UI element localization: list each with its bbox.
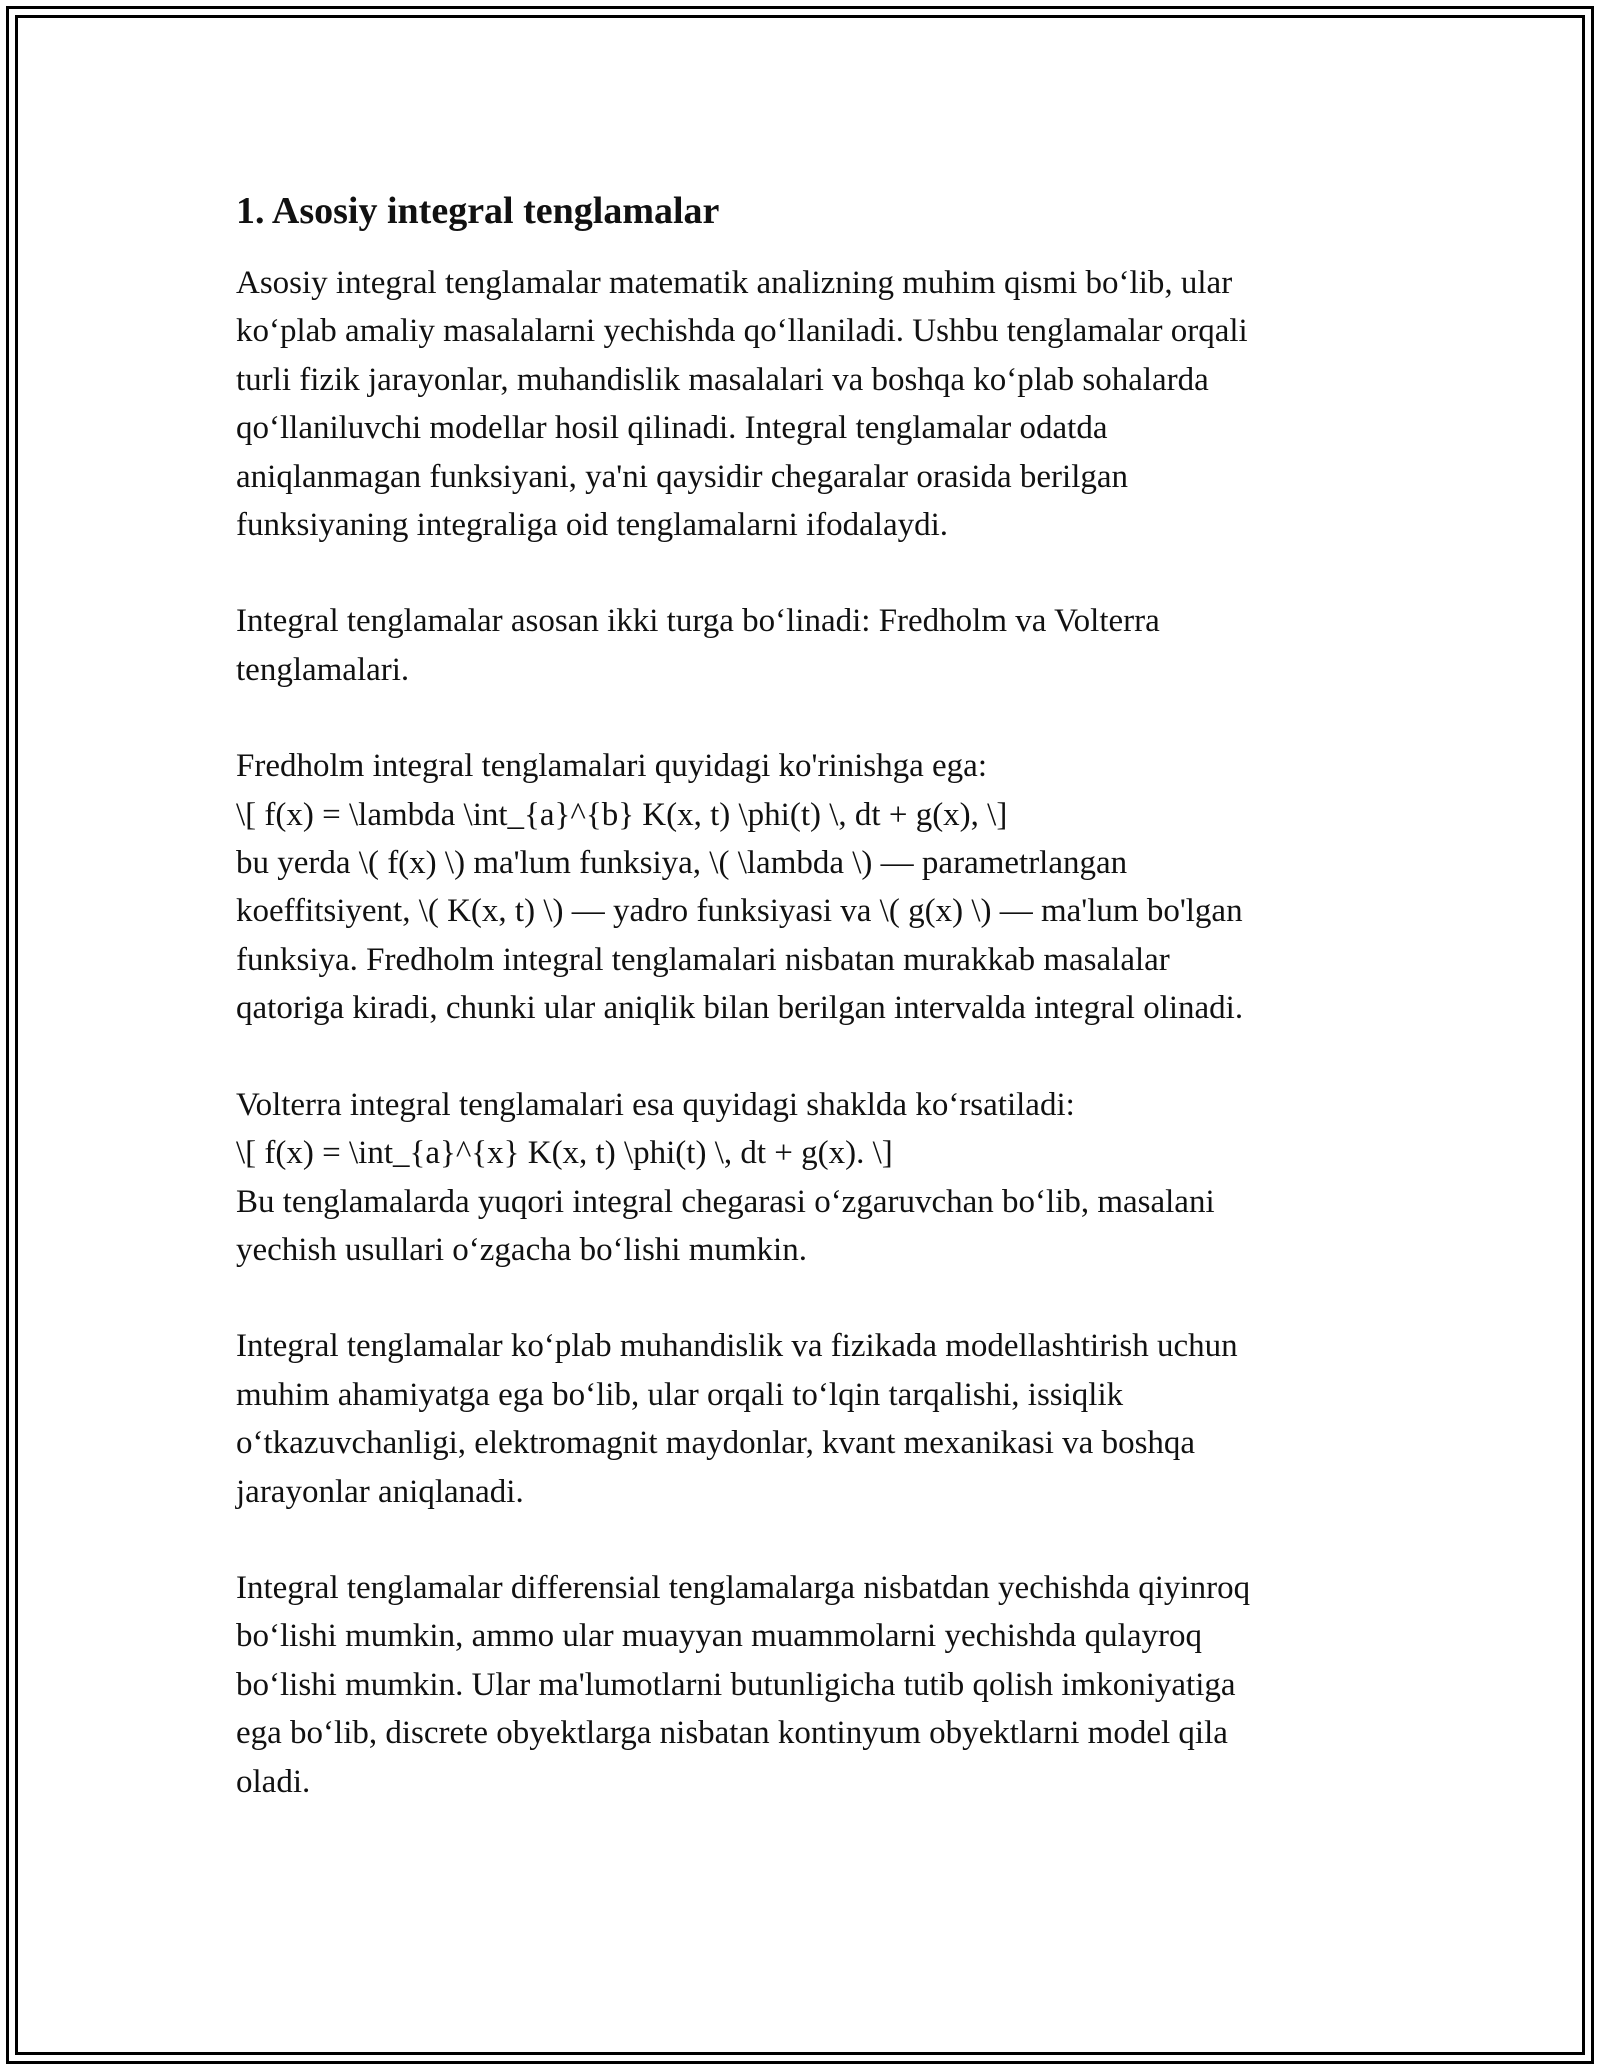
paragraph: [236, 259, 1376, 549]
text-line: ega boʻlib, discrete obyektlarga nisbatan kontinyum obyektlarni model qila: [236, 1715, 1228, 1752]
text-line: oladi.: [236, 1763, 311, 1800]
text-line: jarayonlar aniqlanadi.: [236, 1473, 524, 1510]
text-line: funksiyaning integraliga oid tenglamalarni ifodalaydi.: [236, 507, 949, 544]
text-line: turli fizik jarayonlar, muhandislik masalalari va boshqa koʻplab sohalarda: [236, 361, 1209, 398]
text-line: Integral tenglamalar differensial tenglamalarga nisbatdan yechishda qiyinroq: [236, 1569, 1251, 1606]
text-line: yechish usullari oʻzgacha boʻlishi mumkin.: [236, 1231, 807, 1268]
text-line: koʻplab amaliy masalalarni yechishda qoʻllaniladi. Ushbu tenglamalar orqali: [236, 313, 1248, 350]
paragraph: [236, 597, 1376, 694]
text-line: Integral tenglamalar asosan ikki turga boʻlinadi: Fredholm va Volterra: [236, 603, 1160, 640]
text-line: muhim ahamiyatga ega boʻlib, ular orqali toʻlqin tarqalishi, issiqlik: [236, 1376, 1124, 1413]
paragraph-list: [236, 259, 1376, 1806]
text-line: aniqlanmagan funksiyani, ya'ni qaysidir chegaralar orasida berilgan: [236, 458, 1129, 495]
text-line: qoʻllaniluvchi modellar hosil qilinadi. Integral tenglamalar odatda: [236, 410, 1108, 447]
text-line: koeffitsiyent, \( K(x, t) \) — yadro funksiyasi va \( g(x) \) — ma'lum bo'lgan: [236, 893, 1243, 930]
text-line: qatoriga kiradi, chunki ular aniqlik bilan berilgan intervalda integral olinadi.: [236, 990, 1244, 1027]
text-line: Volterra integral tenglamalari esa quyidagi shaklda koʻrsatiladi:: [236, 1086, 1075, 1123]
text-line: bu yerda \( f(x) \) ma'lum funksiya, \( \lambda \) — parametrlangan: [236, 845, 1128, 882]
text-line: tenglamalari.: [236, 651, 410, 688]
text-line: \[ f(x) = \int_{a}^{x} K(x, t) \phi(t) \, dt + g(x). \]: [236, 1135, 893, 1172]
paragraph: [236, 1081, 1376, 1275]
text-line: funksiya. Fredholm integral tenglamalari nisbatan murakkab masalalar: [236, 941, 1170, 978]
text-line: Bu tenglamalarda yuqori integral chegarasi oʻzgaruvchan boʻlib, masalani: [236, 1183, 1215, 1220]
paragraph: [236, 742, 1376, 1032]
paragraph: [236, 1564, 1376, 1806]
text-line: boʻlishi mumkin, ammo ular muayyan muammolarni yechishda qulayroq: [236, 1618, 1202, 1655]
text-line: oʻtkazuvchanligi, elektromagnit maydonlar, kvant mexanikasi va boshqa: [236, 1425, 1196, 1462]
text-line: Integral tenglamalar koʻplab muhandislik va fizikada modellashtirish uchun: [236, 1328, 1238, 1365]
text-line: \[ f(x) = \lambda \int_{a}^{b} K(x, t) \phi(t) \, dt + g(x), \]: [236, 796, 1008, 833]
document-body: [236, 185, 1376, 1854]
text-line: Fredholm integral tenglamalari quyidagi ko'rinishga ega:: [236, 748, 987, 785]
paragraph: [236, 1322, 1376, 1516]
text-line: Asosiy integral tenglamalar matematik analizning muhim qismi boʻlib, ular: [236, 265, 1233, 301]
section-heading: 1. Asosiy integral tenglamalar: [236, 190, 720, 232]
text-line: boʻlishi mumkin. Ular ma'lumotlarni butunligicha tutib qolish imkoniyatiga: [236, 1666, 1236, 1703]
